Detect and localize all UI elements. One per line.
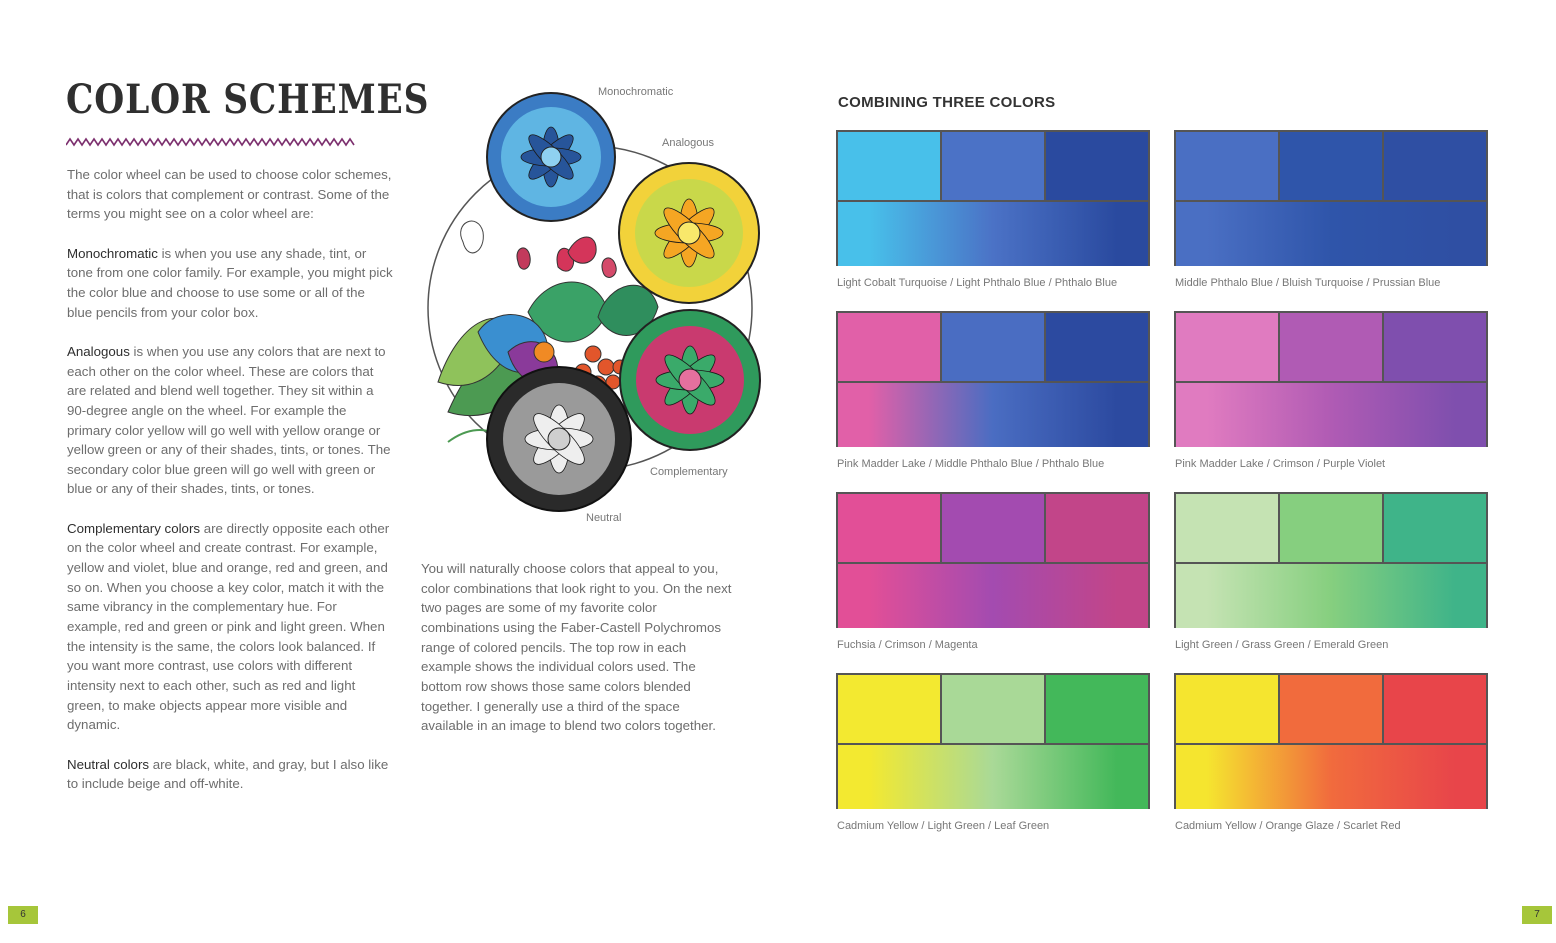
swatch-blend [838,200,1148,266]
swatch-color-cell [1278,675,1382,743]
swatch-color-cell [1044,494,1148,562]
swatch-color-cell [1044,313,1148,381]
swatch-individual-colors [838,494,1148,562]
color-swatch [836,492,1150,628]
swatch-color-cell [1176,494,1278,562]
middle-text-column [421,559,733,756]
swatch-caption: Cadmium Yellow / Light Green / Leaf Green [837,820,1050,832]
swatch-blend [838,381,1148,447]
neutral-term: Neutral colors [67,756,150,772]
swatch-color-cell [1176,313,1278,381]
neutral-paragraph [67,755,393,794]
page-number-left: 6 [8,906,38,924]
intro-paragraph: The color wheel can be used to choose color schemes, that is colors that complement or contrast. Some of the terms you might see on a color wheel are: [67,167,392,222]
swatch-blend [1176,381,1486,447]
complementary-term: Complementary colors [67,520,201,536]
page-title: COLOR SCHEMES [66,76,430,123]
color-swatch [836,130,1150,266]
swatch-individual-colors [838,313,1148,381]
label-analogous: Analogous [662,137,714,149]
swatch-color-cell [1278,494,1382,562]
swatch-color-cell [1044,132,1148,200]
color-swatch [836,673,1150,809]
color-swatch [1174,130,1488,266]
swatch-individual-colors [1176,675,1486,743]
swatch-color-cell [1176,132,1278,200]
swatch-caption: Pink Madder Lake / Crimson / Purple Violet [1175,458,1386,470]
color-swatch [1174,492,1488,628]
analogous-term: Analogous [67,343,130,359]
label-complementary: Complementary [650,466,728,478]
complementary-text: are directly opposite each other on the color wheel and create contrast. For example, yellow and violet, blue and orange, red and green, and so on. When you choose a key color, match it with the same vibrancy in the complementary hue. For example, red and green or pink and light green. When the intensity is the same, the colors look balanced. If you want more contrast, use colors with different intensity next to each other, such as red and light green, to make objects appear more visible and dynamic. [67,520,390,733]
section-title: COMBINING THREE COLORS [838,94,1056,111]
swatch-individual-colors [1176,132,1486,200]
swatch-color-cell [940,494,1044,562]
swatch-color-cell [1382,313,1486,381]
swatch-color-cell [838,132,940,200]
swatch-color-cell [838,313,940,381]
monochromatic-term: Monochromatic [67,245,158,261]
label-monochromatic: Monochromatic [598,86,674,98]
analogous-text: is when you use any colors that are next to each other on the color wheel. These are colors that are related and blend well together. They sit within a 90-degree angle on the wheel. For example the primary color yellow will go well with yellow orange or yellow green or any of their shades, tints, or tones. The secondary color blue green will go well with green or blue or any of their shades, tints, or tones. [67,343,391,497]
monochromatic-text: is when you use any shade, tint, or tone from one color family. For example, you might pick the color blue and choose to use some or all of the blue pencils from your color box. [67,245,393,320]
swatch-color-cell [940,675,1044,743]
color-swatch [836,311,1150,447]
swatch-blend [1176,562,1486,628]
swatch-individual-colors [838,675,1148,743]
swatch-color-cell [838,494,940,562]
complementary-paragraph [67,519,393,735]
swatch-caption: Middle Phthalo Blue / Bluish Turquoise / Prussian Blue [1175,277,1441,289]
swatch-caption: Light Cobalt Turquoise / Light Phthalo Blue / Phthalo Blue [837,277,1118,289]
swatch-color-cell [1382,494,1486,562]
swatch-caption: Cadmium Yellow / Orange Glaze / Scarlet Red [1175,820,1401,832]
swatch-blend [1176,200,1486,266]
swatch-color-cell [1382,675,1486,743]
neutral-text: are black, white, and gray, but I also like to include beige and off-white. [67,756,389,792]
analogous-paragraph [67,342,393,499]
swatch-caption: Pink Madder Lake / Middle Phthalo Blue / Phthalo Blue [837,458,1105,470]
left-text-column [67,165,393,814]
swatch-color-cell [1044,675,1148,743]
color-swatch [1174,673,1488,809]
monochromatic-paragraph [67,244,393,323]
swatch-color-cell [1382,132,1486,200]
swatch-individual-colors [1176,494,1486,562]
swatch-color-cell [940,313,1044,381]
page-number-right: 7 [1522,906,1552,924]
swatch-color-cell [1278,313,1382,381]
swatch-caption: Fuchsia / Crimson / Magenta [837,639,978,651]
swatch-blend [838,562,1148,628]
swatch-caption: Light Green / Grass Green / Emerald Green [1175,639,1389,651]
swatch-blend [1176,743,1486,809]
swatch-color-cell [940,132,1044,200]
middle-paragraph: You will naturally choose colors that appeal to you, color combinations that look right to you. On the next two pages are some of my favorite color combinations using the Faber-Castell Polychromos range of colored pencils. The top row in each example shows the individual colors used. The bottom row shows those same colors blended together. I generally use a third of the space available in an image to blend two colors together. [421,561,732,734]
color-swatch [1174,311,1488,447]
swatch-color-cell [1278,132,1382,200]
swatch-blend [838,743,1148,809]
swatch-individual-colors [1176,313,1486,381]
label-neutral: Neutral [586,512,622,524]
mandala-illustration [408,82,768,522]
swatch-color-cell [1176,675,1278,743]
swatch-color-cell [838,675,940,743]
zigzag-divider [66,136,356,148]
color-wheel-illustration [408,82,768,522]
swatch-individual-colors [838,132,1148,200]
